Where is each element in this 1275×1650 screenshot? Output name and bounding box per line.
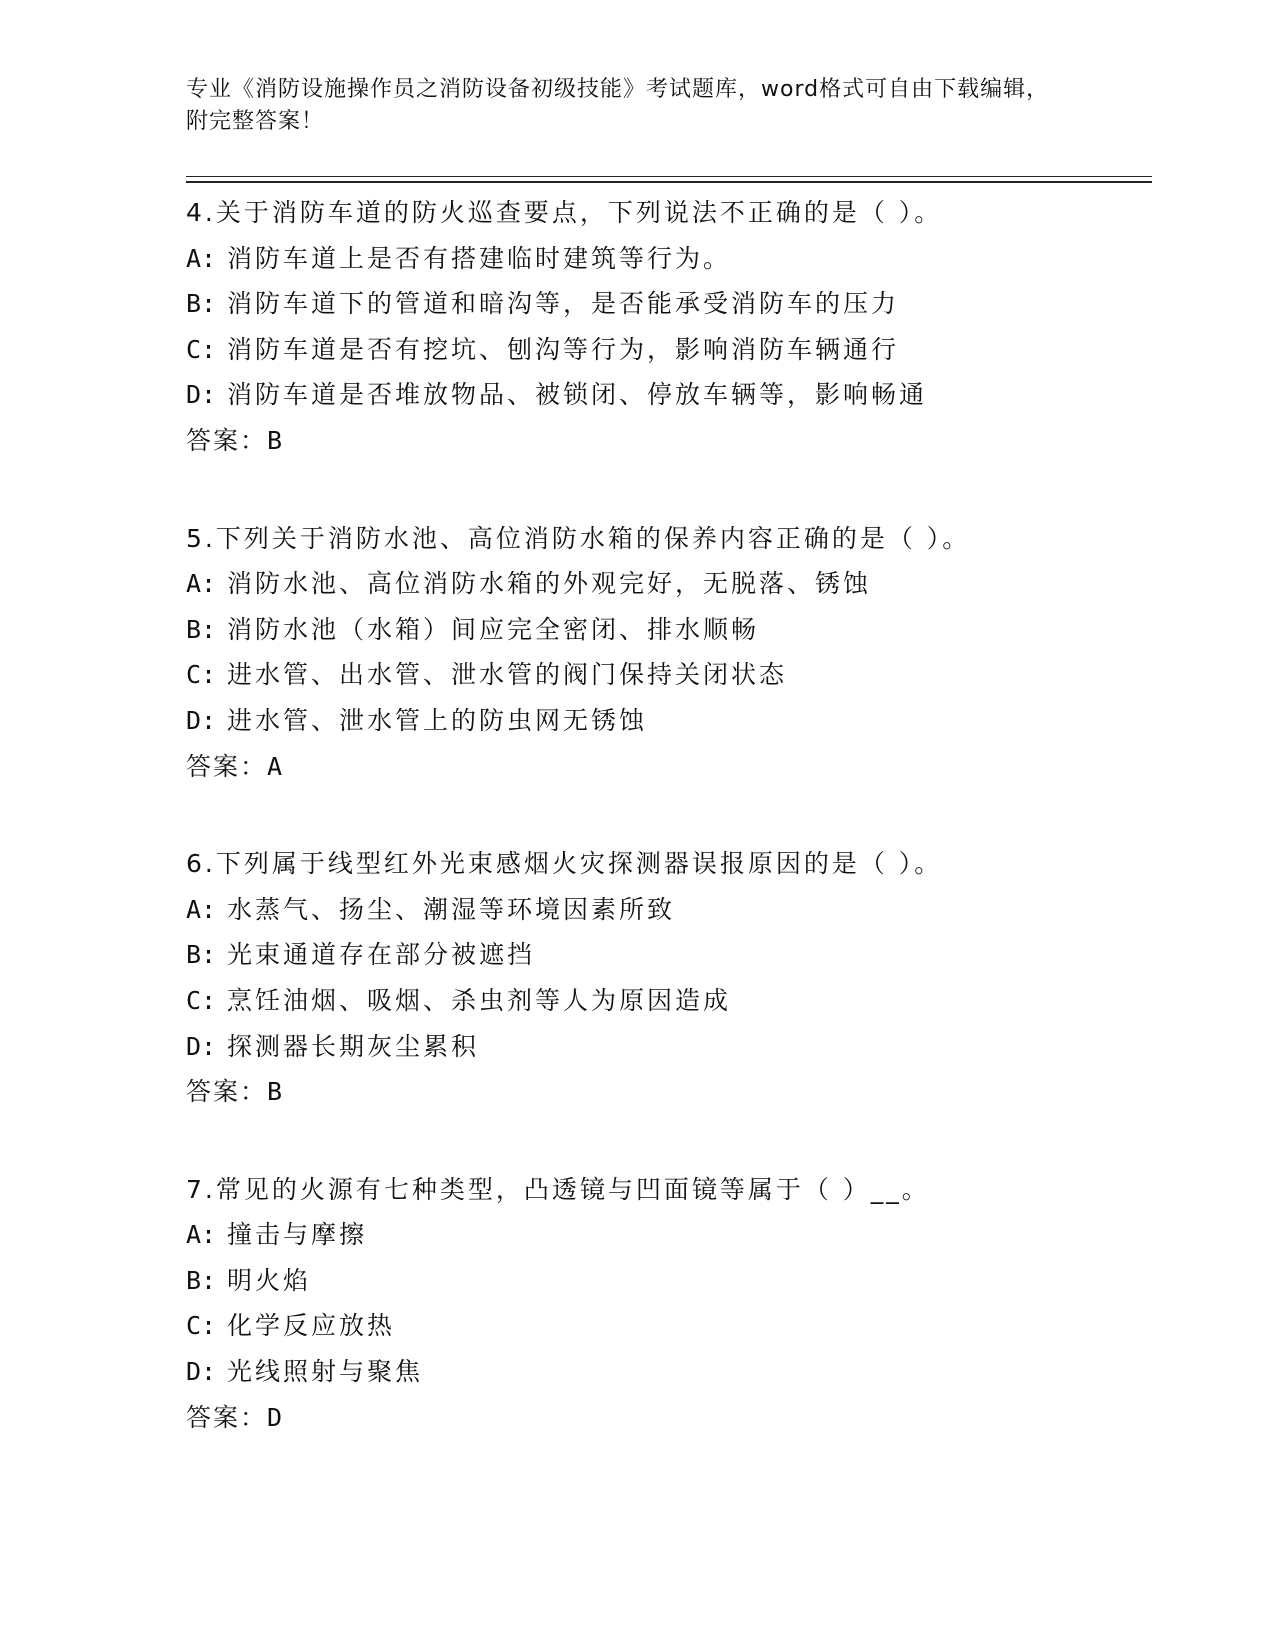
option-b bbox=[186, 607, 1146, 653]
answer-value: D bbox=[267, 1402, 285, 1432]
option-a bbox=[186, 887, 1146, 933]
answer-line bbox=[186, 1395, 1146, 1441]
option-letter: B: bbox=[186, 940, 217, 970]
answer-line bbox=[186, 744, 1146, 790]
option-a bbox=[186, 236, 1146, 282]
option-text: 消防车道是否堆放物品、被锁闭、停放车辆等，影响畅通 bbox=[216, 380, 928, 410]
option-c bbox=[186, 1303, 1146, 1349]
option-b bbox=[186, 281, 1146, 327]
answer-value: A bbox=[267, 751, 285, 781]
question-stem: 4.关于消防车道的防火巡查要点，下列说法不正确的是（ ）。 bbox=[186, 198, 943, 227]
option-letter: C: bbox=[186, 334, 217, 364]
option-letter: A: bbox=[186, 569, 217, 599]
option-a bbox=[186, 561, 1146, 607]
option-text: 进水管、泄水管上的防虫网无锈蚀 bbox=[216, 705, 648, 735]
option-b bbox=[186, 1258, 1146, 1304]
document-header bbox=[186, 74, 1066, 138]
answer-value: B bbox=[267, 425, 285, 455]
option-text: 撞击与摩擦 bbox=[216, 1220, 368, 1250]
option-letter: D: bbox=[186, 1357, 217, 1387]
option-letter: D: bbox=[186, 1031, 217, 1061]
option-letter: C: bbox=[186, 1311, 217, 1341]
option-letter: A: bbox=[186, 894, 217, 924]
question-4 bbox=[186, 190, 1146, 464]
answer-value: B bbox=[267, 1077, 285, 1107]
option-c bbox=[186, 652, 1146, 698]
option-letter: C: bbox=[186, 985, 217, 1015]
question-stem: 5.下列关于消防水池、高位消防水箱的保养内容正确的是（ ）。 bbox=[186, 523, 971, 553]
option-letter: B: bbox=[186, 1265, 217, 1295]
option-letter: A: bbox=[186, 1220, 217, 1250]
option-b bbox=[186, 932, 1146, 978]
answer-label: 答案： bbox=[186, 425, 268, 455]
question-5 bbox=[186, 516, 1146, 790]
option-text: 探测器长期灰尘累积 bbox=[216, 1031, 480, 1061]
question-list bbox=[186, 190, 1146, 1492]
option-text: 光线照射与聚焦 bbox=[216, 1357, 424, 1387]
option-letter: B: bbox=[186, 289, 217, 319]
option-text: 消防水池、高位消防水箱的外观完好，无脱落、锈蚀 bbox=[216, 569, 872, 599]
option-d bbox=[186, 1349, 1146, 1395]
option-text: 进水管、出水管、泄水管的阀门保持关闭状态 bbox=[216, 660, 788, 690]
header-text: 专业《消防设施操作员之消防设备初级技能》考试题库，word格式可自由下载编辑，附完整答案！ bbox=[186, 77, 1050, 134]
answer-label: 答案： bbox=[186, 751, 268, 781]
option-d bbox=[186, 372, 1146, 418]
option-text: 消防水池（水箱）间应完全密闭、排水顺畅 bbox=[216, 614, 760, 644]
option-text: 明火焰 bbox=[216, 1265, 312, 1295]
option-text: 光束通道存在部分被遮挡 bbox=[216, 940, 536, 970]
answer-label: 答案： bbox=[186, 1402, 268, 1432]
option-letter: D: bbox=[186, 380, 217, 410]
option-letter: D: bbox=[186, 705, 217, 735]
option-letter: A: bbox=[186, 243, 217, 273]
option-d bbox=[186, 1024, 1146, 1070]
option-c bbox=[186, 327, 1146, 373]
option-letter: B: bbox=[186, 614, 217, 644]
option-text: 水蒸气、扬尘、潮湿等环境因素所致 bbox=[216, 894, 676, 924]
question-6 bbox=[186, 841, 1146, 1115]
option-text: 消防车道是否有挖坑、刨沟等行为，影响消防车辆通行 bbox=[216, 334, 900, 364]
answer-line bbox=[186, 418, 1146, 464]
option-text: 消防车道上是否有搭建临时建筑等行为。 bbox=[216, 243, 732, 273]
option-a bbox=[186, 1212, 1146, 1258]
header-divider-thin bbox=[186, 176, 1152, 177]
question-stem: 6.下列属于线型红外光束感烟火灾探测器误报原因的是（ ）。 bbox=[186, 849, 943, 879]
answer-label: 答案： bbox=[186, 1077, 268, 1107]
option-text: 化学反应放热 bbox=[216, 1311, 396, 1341]
answer-line bbox=[186, 1069, 1146, 1115]
option-text: 消防车道下的管道和暗沟等，是否能承受消防车的压力 bbox=[216, 289, 900, 319]
option-d bbox=[186, 698, 1146, 744]
option-letter: C: bbox=[186, 660, 217, 690]
header-divider-thick bbox=[186, 181, 1152, 183]
option-text: 烹饪油烟、吸烟、杀虫剂等人为原因造成 bbox=[216, 985, 732, 1015]
question-stem: 7.常见的火源有七种类型，凸透镜与凹面镜等属于（ ）__。 bbox=[186, 1174, 930, 1204]
question-7 bbox=[186, 1167, 1146, 1441]
option-c bbox=[186, 978, 1146, 1024]
